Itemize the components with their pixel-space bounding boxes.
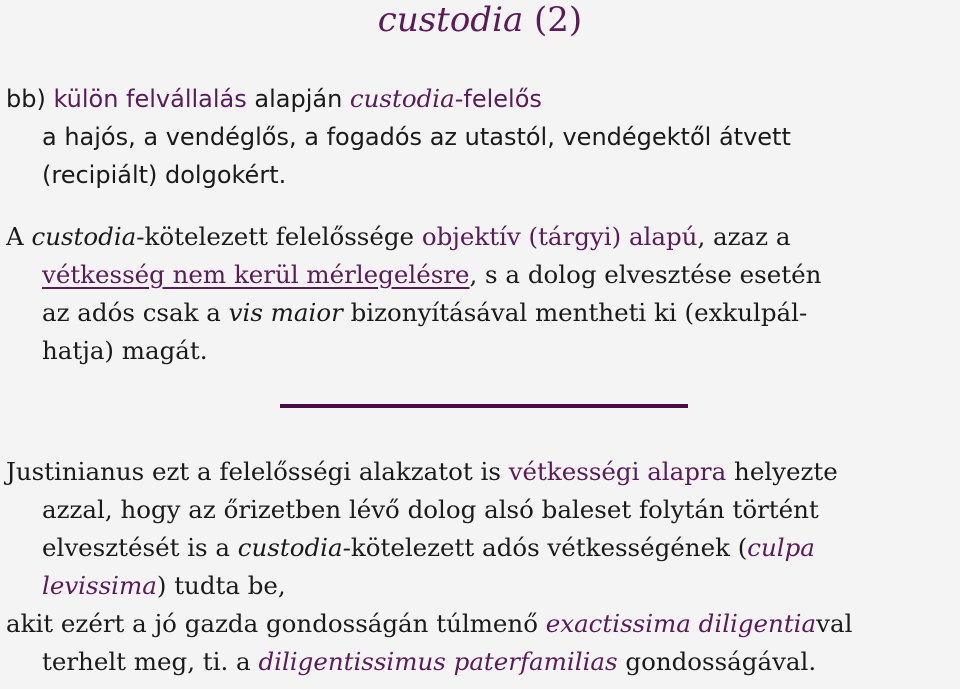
a-custodia: custodia	[31, 222, 137, 251]
j-line-3	[6, 529, 956, 567]
j-line-4	[6, 567, 956, 605]
section-bb	[6, 80, 956, 194]
j-line5-b: val	[816, 609, 853, 638]
title-main: custodia	[377, 0, 524, 40]
a-line3-b: bizonyításával mentheti ki (exkulpál-	[342, 298, 808, 327]
a-line-1	[6, 218, 956, 256]
title-number: (2)	[534, 0, 583, 40]
j-custodia: custodia	[237, 533, 343, 562]
a-mid: -kötelezett felelőssége	[136, 222, 422, 251]
a-vis-maior: vis maior	[228, 298, 343, 327]
j-fault-basis: vétkességi alapra	[508, 457, 727, 486]
j-line1-a: Justinianus ezt a felelősségi alakzatot is	[6, 457, 509, 486]
a-line-2	[6, 256, 956, 294]
bb-suffix: -felelős	[454, 85, 542, 113]
j-line6-a: terhelt meg, ti. a	[42, 647, 259, 676]
j-line-2: azzal, hogy az őrizetben lévő dolog alsó baleset folytán történt	[42, 495, 819, 524]
j-line1-b: helyezte	[726, 457, 838, 486]
bb-line-1	[6, 80, 956, 118]
j-line3-b: -kötelezett adós vétkességének (	[342, 533, 748, 562]
bb-line-3: (recipiált) dolgokért.	[42, 161, 287, 189]
a-line3-a: az adós csak a	[42, 298, 229, 327]
j-line-1	[6, 453, 956, 491]
j-culpa: culpa	[747, 533, 815, 562]
bb-custodia: custodia	[349, 84, 455, 113]
a-objective: objektív (tárgyi) alapú	[421, 222, 698, 251]
a-line2-end: , s a dolog elvesztése esetén	[469, 260, 822, 289]
bb-prefix: bb)	[6, 85, 54, 113]
section-divider	[280, 404, 688, 408]
bb-line-2: a hajós, a vendéglős, a fogadós az utastól, vendégektől átvett	[42, 123, 791, 151]
section-a	[6, 218, 956, 370]
j-line6-b: gondosságával.	[617, 647, 817, 676]
j-levissima: levissima	[42, 571, 157, 600]
a-start: A	[6, 222, 32, 251]
slide-title	[0, 0, 960, 40]
j-line4-b: ) tudta be,	[156, 571, 286, 600]
j-exactissima: exactissima diligentia	[545, 609, 817, 638]
a-line-3	[6, 294, 956, 332]
bb-mid: alapján	[246, 85, 350, 113]
j-line-6	[6, 643, 956, 681]
bb-highlight: külön felvállalás	[53, 85, 247, 113]
j-line-5	[6, 605, 956, 643]
a-underlined: vétkesség nem kerül mérlegelésre	[42, 260, 470, 289]
j-line3-a: elvesztését is a	[42, 533, 238, 562]
j-line5-a: akit ezért a jó gazda gondosságán túlmenő	[6, 609, 546, 638]
section-justinianus	[6, 453, 956, 681]
a-end: , azaz a	[697, 222, 791, 251]
j-paterfamilias: diligentissimus paterfamilias	[258, 647, 618, 676]
a-line-4: hatja) magát.	[42, 336, 208, 365]
